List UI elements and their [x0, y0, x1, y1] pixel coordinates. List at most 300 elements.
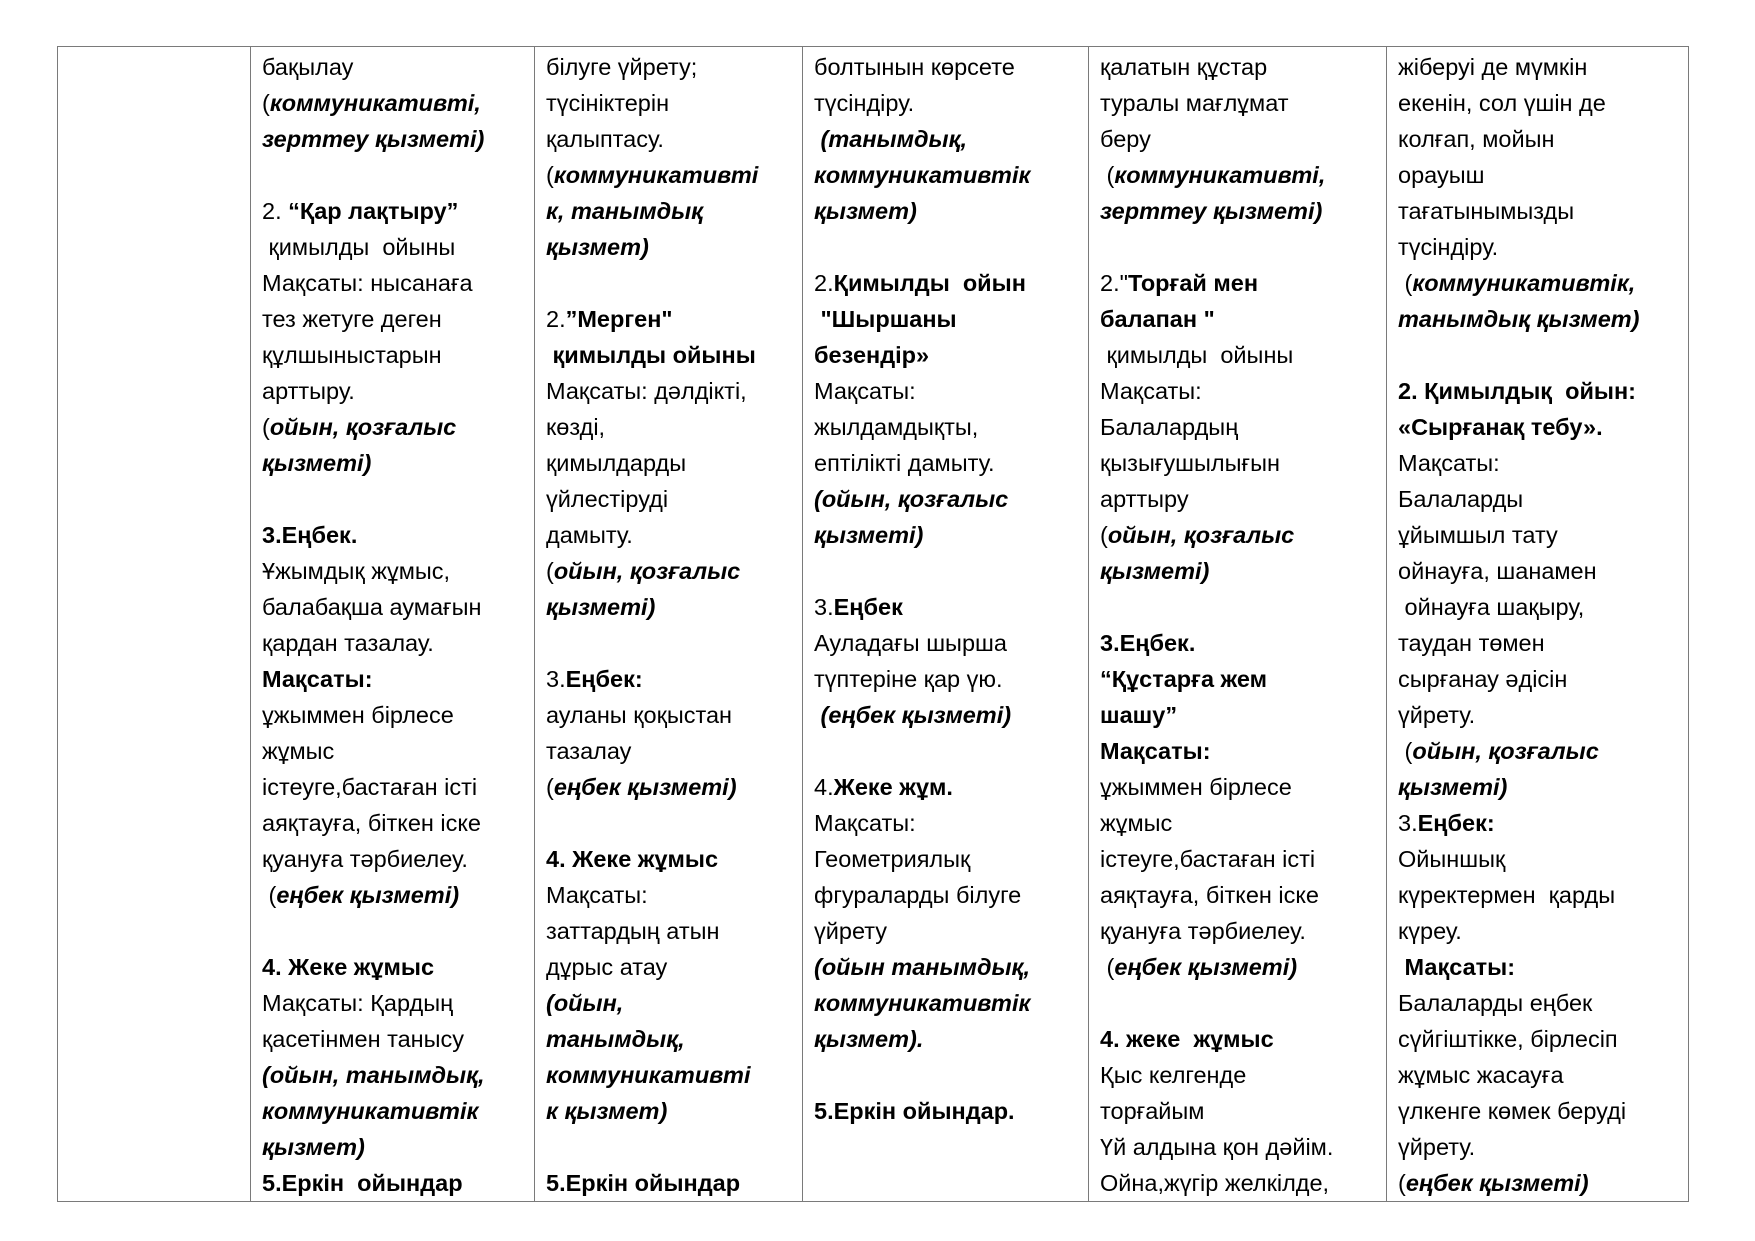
text-run: ойнауға, шанамен: [1398, 558, 1597, 584]
text-run: 4.: [814, 774, 834, 800]
text-line: [1100, 265, 1377, 301]
text-line: [1398, 445, 1679, 481]
text-run: істеуге,бастаған істі: [1100, 846, 1316, 872]
text-line: [546, 949, 793, 985]
text-run: түсіндіру.: [814, 90, 915, 116]
text-line: [1398, 949, 1679, 985]
table-cell: [1387, 47, 1689, 1202]
text-run: қардан тазалау.: [262, 630, 434, 656]
text-line: [262, 193, 525, 229]
text-run: қалатын құстар: [1100, 54, 1268, 80]
text-line: [1398, 1057, 1679, 1093]
activity-type-label: (ойын, танымдық,: [262, 1062, 485, 1088]
text-line: [1398, 589, 1679, 625]
text-line: [1398, 193, 1679, 229]
text-run: Геометриялық: [814, 846, 971, 872]
text-line: [1100, 913, 1377, 949]
text-run: Балаларды еңбек: [1398, 990, 1593, 1016]
text-line: [1398, 733, 1679, 769]
text-run: (: [1100, 522, 1108, 548]
activity-type-label: коммуникативтік,: [1412, 270, 1636, 296]
text-run: үйрету: [814, 918, 888, 944]
text-run: ұжыммен бірлесе: [262, 702, 454, 728]
text-run: екенін, сол үшін де: [1398, 90, 1606, 116]
text-line: [262, 697, 525, 733]
text-run: қасетінмен танысу: [262, 1026, 465, 1052]
text-line: [262, 121, 525, 157]
text-line: [1398, 661, 1679, 697]
text-run: жұмыс жасауға: [1398, 1062, 1564, 1088]
text-run: Үй алдына қон дәйім.: [1100, 1134, 1334, 1160]
text-run: дамыту.: [546, 522, 633, 548]
text-line: [814, 517, 1079, 553]
text-run: 2.: [262, 198, 289, 224]
text-line: [262, 625, 525, 661]
section-heading: 3.Еңбек.: [262, 522, 358, 548]
text-line: [1100, 769, 1377, 805]
table-cell: [535, 47, 803, 1202]
section-heading: балапан ": [1100, 306, 1215, 332]
text-line: [546, 769, 793, 805]
text-line: [262, 1165, 525, 1201]
text-line: [262, 481, 525, 517]
activity-type-label: қызмет): [262, 1134, 365, 1160]
text-run: балабақша аумағын: [262, 594, 482, 620]
text-run: Ұжымдық жұмыс,: [262, 558, 451, 584]
text-run: құлшыныстарын: [262, 342, 442, 368]
text-line: [262, 985, 525, 1021]
text-line: [546, 805, 793, 841]
text-line: [814, 769, 1079, 805]
activity-type-label: еңбек қызметі): [1405, 1170, 1589, 1196]
activity-type-label: зерттеу қызметі): [262, 126, 485, 152]
section-heading: шашу”: [1100, 702, 1178, 728]
text-run: ұйымшыл тату: [1398, 522, 1558, 548]
text-line: [262, 949, 525, 985]
text-line: [1398, 373, 1679, 409]
text-run: тез жетуге деген: [262, 306, 442, 332]
text-run: Мақсаты: нысанаға: [262, 270, 473, 296]
text-run: үйрету.: [1398, 1134, 1476, 1160]
text-line: [1100, 445, 1377, 481]
activity-type-label: (ойын танымдық,: [814, 954, 1030, 980]
text-line: [1100, 49, 1377, 85]
activity-type-label: (ойын,: [546, 990, 624, 1016]
text-line: [262, 517, 525, 553]
text-run: (: [1398, 270, 1413, 296]
section-heading: 4. Жеке жұмыс: [262, 954, 435, 980]
text-run: аяқтауға, біткен іске: [1100, 882, 1319, 908]
text-run: білуге үйрету;: [546, 54, 698, 80]
section-heading: Еңбек: [833, 594, 903, 620]
text-run: Мақсаты:: [1398, 450, 1500, 476]
table-cell: [251, 47, 535, 1202]
text-line: [262, 841, 525, 877]
text-line: [262, 1021, 525, 1057]
text-line: [1398, 157, 1679, 193]
text-run: Мақсаты: Қардың: [262, 990, 454, 1016]
text-run: жіберуі де мүмкін: [1398, 54, 1588, 80]
text-line: [814, 733, 1079, 769]
text-run: қуануға тәрбиелеу.: [1100, 918, 1306, 944]
text-line: [814, 697, 1079, 733]
activity-type-label: еңбек қызметі): [1114, 954, 1298, 980]
text-run: сырғанау әдісін: [1398, 666, 1568, 692]
text-line: [1398, 625, 1679, 661]
section-heading: 5.Еркін ойындар: [262, 1170, 463, 1196]
text-run: үйрету.: [1398, 702, 1476, 728]
text-line: [1100, 805, 1377, 841]
text-line: [546, 301, 793, 337]
text-line: [814, 301, 1079, 337]
activity-type-label: (танымдық,: [820, 126, 968, 152]
text-line: [1100, 1129, 1377, 1165]
text-line: [546, 85, 793, 121]
text-line: [814, 373, 1079, 409]
text-line: [262, 265, 525, 301]
section-heading: "Шыршаны: [814, 306, 957, 332]
text-line: [1398, 805, 1679, 841]
section-heading: Қимылды ойын: [833, 270, 1026, 296]
text-line: [1398, 481, 1679, 517]
text-line: [1100, 517, 1377, 553]
text-line: [1398, 409, 1679, 445]
activity-type-label: қызмет): [546, 234, 649, 260]
section-heading: Жеке жұм.: [833, 774, 953, 800]
text-line: [1398, 841, 1679, 877]
text-run: орауыш: [1398, 162, 1485, 188]
text-line: [1100, 877, 1377, 913]
section-heading: 4. жеке жұмыс: [1100, 1026, 1274, 1052]
text-run: бақылау: [262, 54, 354, 80]
text-line: [814, 157, 1079, 193]
activity-type-label: коммуникативтік: [814, 990, 1031, 1016]
text-line: [1398, 517, 1679, 553]
text-run: торғайым: [1100, 1098, 1205, 1124]
text-line: [814, 985, 1079, 1021]
text-run: таудан төмен: [1398, 630, 1545, 656]
text-line: [814, 841, 1079, 877]
text-line: [814, 661, 1079, 697]
text-line: [546, 1093, 793, 1129]
text-line: [262, 805, 525, 841]
activity-type-label: ойын, қозғалыс: [553, 558, 741, 584]
text-line: [262, 409, 525, 445]
activity-type-label: еңбек қызметі): [553, 774, 737, 800]
text-line: [1100, 589, 1377, 625]
text-run: Мақсаты:: [1100, 378, 1202, 404]
section-heading: қимылды ойыны: [546, 342, 756, 368]
text-line: [1100, 409, 1377, 445]
text-line: [1100, 1057, 1377, 1093]
text-run: қызығушылығын: [1100, 450, 1280, 476]
table-cell: [58, 47, 251, 1202]
section-heading: Мақсаты:: [1398, 954, 1516, 980]
text-line: [546, 373, 793, 409]
text-run: Балаларды: [1398, 486, 1524, 512]
text-line: [1398, 1165, 1679, 1201]
activity-type-label: к қызмет): [546, 1098, 668, 1124]
text-run: ұжыммен бірлесе: [1100, 774, 1292, 800]
text-run: қимылдарды: [546, 450, 687, 476]
text-line: [814, 409, 1079, 445]
text-run: қалыптасу.: [546, 126, 664, 152]
text-line: [1398, 121, 1679, 157]
table-row: [58, 47, 1689, 1202]
text-run: (: [1100, 162, 1115, 188]
text-run: үйлестіруді: [546, 486, 669, 512]
text-line: [1100, 1021, 1377, 1057]
activity-type-label: қызметі): [814, 522, 924, 548]
text-run: Мақсаты:: [814, 810, 916, 836]
text-line: [546, 697, 793, 733]
text-line: [1100, 1093, 1377, 1129]
text-run: (: [546, 162, 554, 188]
text-line: [546, 1129, 793, 1165]
text-line: [262, 157, 525, 193]
text-run: (: [546, 774, 554, 800]
text-line: [1398, 229, 1679, 265]
section-heading: Мақсаты:: [262, 666, 373, 692]
text-run: күреу.: [1398, 918, 1462, 944]
text-line: [1398, 769, 1679, 805]
lesson-plan-table: [57, 46, 1689, 1202]
section-heading: ”Мерген": [565, 306, 673, 332]
text-run: ойнауға шақыру,: [1398, 594, 1585, 620]
text-run: ауланы қоқыстан: [546, 702, 733, 728]
text-run: Балалардың: [1100, 414, 1239, 440]
text-line: [262, 769, 525, 805]
text-run: арттыру.: [262, 378, 355, 404]
text-line: [814, 121, 1079, 157]
text-line: [1100, 553, 1377, 589]
text-line: [1100, 373, 1377, 409]
text-run: дұрыс атау: [546, 954, 668, 980]
text-line: [546, 625, 793, 661]
text-run: Қыс келгенде: [1100, 1062, 1247, 1088]
text-line: [814, 481, 1079, 517]
text-run: (: [262, 882, 277, 908]
text-run: (: [1398, 738, 1413, 764]
text-run: (: [262, 414, 270, 440]
text-line: [1100, 481, 1377, 517]
text-line: [1398, 1093, 1679, 1129]
text-line: [814, 1057, 1079, 1093]
text-line: [546, 409, 793, 445]
text-line: [1398, 337, 1679, 373]
activity-type-label: ойын, қозғалыс: [269, 414, 457, 440]
text-line: [546, 49, 793, 85]
text-run: қимылды ойыны: [1100, 342, 1294, 368]
text-line: [546, 193, 793, 229]
text-line: [262, 913, 525, 949]
text-line: [546, 913, 793, 949]
activity-type-label: қызметі): [262, 450, 372, 476]
text-line: [1100, 841, 1377, 877]
text-run: (: [546, 558, 554, 584]
text-line: [814, 553, 1079, 589]
text-line: [546, 121, 793, 157]
text-run: фгураларды білуге: [814, 882, 1022, 908]
section-heading: “Құстарға жем: [1100, 666, 1268, 692]
text-line: [546, 229, 793, 265]
text-run: беру: [1100, 126, 1151, 152]
text-line: [1398, 553, 1679, 589]
text-run: Ойыншық: [1398, 846, 1506, 872]
text-line: [546, 445, 793, 481]
text-line: [546, 481, 793, 517]
activity-type-label: еңбек қызметі): [276, 882, 460, 908]
section-heading: безендір»: [814, 342, 930, 368]
text-line: [1398, 913, 1679, 949]
activity-type-label: коммуникативті,: [1114, 162, 1326, 188]
text-line: [262, 49, 525, 85]
text-line: [262, 229, 525, 265]
table-cell: [1089, 47, 1387, 1202]
text-line: [546, 733, 793, 769]
text-run: жұмыс: [262, 738, 335, 764]
text-line: [1100, 193, 1377, 229]
text-line: [1100, 85, 1377, 121]
text-run: (: [1100, 954, 1115, 980]
text-line: [1398, 697, 1679, 733]
text-run: көзді,: [546, 414, 606, 440]
text-run: қуануға тәрбиелеу.: [262, 846, 468, 872]
text-run: үлкенге көмек беруді: [1398, 1098, 1627, 1124]
text-line: [546, 877, 793, 913]
section-heading: 5.Еркін ойындар.: [814, 1098, 1015, 1124]
text-line: [1398, 301, 1679, 337]
text-run: болтынын көрсете: [814, 54, 1015, 80]
text-run: туралы мағлұмат: [1100, 90, 1289, 116]
text-run: 2.": [1100, 270, 1128, 296]
activity-type-label: зерттеу қызметі): [1100, 198, 1323, 224]
text-line: [814, 1021, 1079, 1057]
text-run: Мақсаты:: [814, 378, 916, 404]
text-line: [814, 337, 1079, 373]
text-line: [262, 1129, 525, 1165]
activity-type-label: ойын, қозғалыс: [1107, 522, 1295, 548]
text-line: [814, 85, 1079, 121]
text-line: [262, 1093, 525, 1129]
text-line: [546, 1057, 793, 1093]
text-run: жұмыс: [1100, 810, 1173, 836]
section-heading: Еңбек:: [565, 666, 643, 692]
activity-type-label: (ойын, қозғалыс: [814, 486, 1009, 512]
text-run: Ойна,жүгір желкілде,: [1100, 1170, 1330, 1196]
text-line: [262, 733, 525, 769]
text-line: [546, 841, 793, 877]
text-run: Ауладағы шырша: [814, 630, 1007, 656]
text-line: [814, 49, 1079, 85]
text-run: 3.: [814, 594, 834, 620]
section-heading: “Қар лақтыру”: [288, 198, 459, 224]
text-run: колғап, мойын: [1398, 126, 1555, 152]
section-heading: «Сырғанақ тебу».: [1398, 414, 1603, 440]
text-run: (: [262, 90, 270, 116]
activity-type-label: ойын, қозғалыс: [1412, 738, 1599, 764]
text-line: [1100, 337, 1377, 373]
text-line: [1398, 1129, 1679, 1165]
activity-type-label: қызметі): [1398, 774, 1508, 800]
text-line: [262, 553, 525, 589]
text-line: [546, 157, 793, 193]
section-heading: 4. Жеке жұмыс: [546, 846, 719, 872]
text-line: [262, 373, 525, 409]
section-heading: 2. Қимылдық ойын:: [1398, 378, 1636, 404]
text-run: 2.: [546, 306, 566, 332]
text-run: Мақсаты:: [546, 882, 648, 908]
text-line: [814, 265, 1079, 301]
text-line: [814, 445, 1079, 481]
activity-type-label: коммуникативтік: [814, 162, 1031, 188]
text-line: [814, 877, 1079, 913]
text-run: 3.: [546, 666, 566, 692]
text-run: сүйгіштікке, бірлесіп: [1398, 1026, 1618, 1052]
text-line: [262, 661, 525, 697]
text-line: [1100, 301, 1377, 337]
text-line: [1100, 229, 1377, 265]
activity-type-label: қызметі): [1100, 558, 1210, 584]
text-line: [546, 1021, 793, 1057]
activity-type-label: коммуникативті: [553, 162, 759, 188]
text-line: [814, 805, 1079, 841]
text-line: [1100, 1165, 1377, 1201]
text-line: [262, 1057, 525, 1093]
activity-type-label: коммуникативті,: [269, 90, 481, 116]
section-heading: 5.Еркін ойындар: [546, 1170, 741, 1196]
section-heading: Торғай мен: [1127, 270, 1259, 296]
activity-type-label: коммуникативті: [546, 1062, 751, 1088]
text-line: [814, 913, 1079, 949]
text-line: [1398, 265, 1679, 301]
text-line: [546, 1165, 793, 1201]
text-run: түсіндіру.: [1398, 234, 1499, 260]
section-heading: Мақсаты:: [1100, 738, 1211, 764]
activity-type-label: қызметі): [546, 594, 656, 620]
text-line: [1100, 697, 1377, 733]
text-line: [1100, 661, 1377, 697]
text-line: [546, 589, 793, 625]
text-line: [1100, 121, 1377, 157]
text-run: түсініктерін: [546, 90, 670, 116]
text-run: тағатынымызды: [1398, 198, 1575, 224]
text-line: [1100, 949, 1377, 985]
text-line: [814, 1093, 1079, 1129]
text-line: [546, 517, 793, 553]
text-line: [1398, 877, 1679, 913]
text-line: [1398, 985, 1679, 1021]
text-line: [814, 625, 1079, 661]
text-run: (: [1398, 1170, 1406, 1196]
text-run: аяқтауға, біткен іске: [262, 810, 481, 836]
text-line: [1100, 985, 1377, 1021]
text-line: [546, 661, 793, 697]
text-run: қимылды ойыны: [262, 234, 456, 260]
text-line: [262, 589, 525, 625]
text-run: істеуге,бастаған істі: [262, 774, 478, 800]
text-run: түптеріне қар үю.: [814, 666, 1003, 692]
section-heading: 3.Еңбек.: [1100, 630, 1196, 656]
text-line: [814, 589, 1079, 625]
text-line: [1100, 733, 1377, 769]
activity-type-label: коммуникативтік: [262, 1098, 479, 1124]
text-line: [1398, 1021, 1679, 1057]
text-run: жылдамдықты,: [814, 414, 979, 440]
activity-type-label: қызмет): [814, 198, 917, 224]
text-line: [546, 553, 793, 589]
activity-type-label: қызмет).: [814, 1026, 924, 1052]
